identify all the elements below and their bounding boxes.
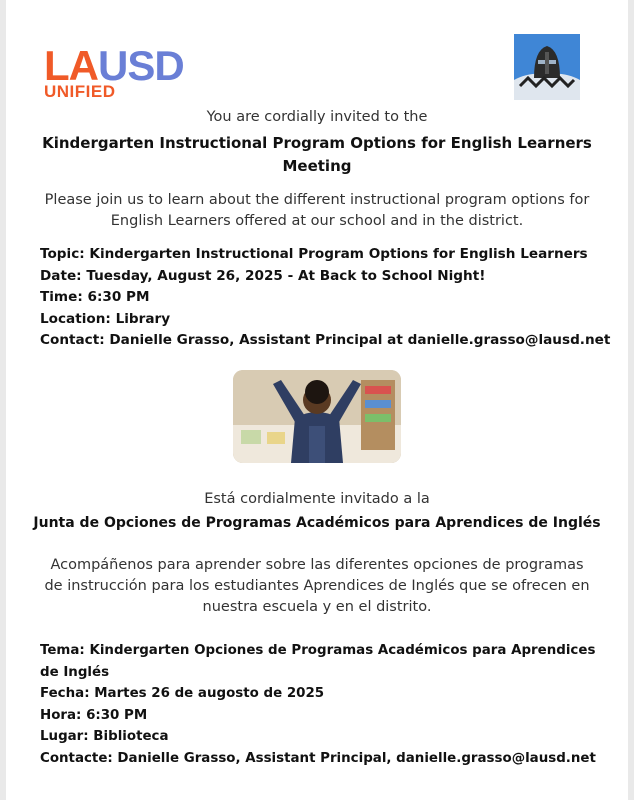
description-line-2: English Learners offered at our school and in the district.: [110, 213, 524, 229]
child-photo: [233, 370, 401, 463]
tema-line-1: Tema: Kindergarten Opciones de Programas Académicos para Aprendices: [40, 643, 596, 658]
event-details-english: [40, 244, 610, 352]
flyer-page: [6, 0, 628, 800]
spanish-invite-line: Está cordialmente invitado a la: [204, 491, 430, 507]
hora-line: Hora: 6:30 PM: [40, 707, 148, 723]
location-line: Location: Library: [40, 310, 171, 327]
contacte-line: Contacte: Danielle Grasso, Assistant Principal, danielle.grasso@lausd.net: [40, 750, 596, 766]
fecha-line: Fecha: Martes 26 de augosto de 2025: [40, 686, 325, 701]
invite-line: You are cordially invited to the: [206, 109, 428, 125]
event-title-line-2: Meeting: [282, 157, 352, 175]
logo-la: LA: [44, 42, 98, 89]
topic-line: Topic: Kindergarten Instructional Program Options for English Learners: [40, 246, 588, 262]
description-line-1: Please join us to learn about the different instructional program options for: [44, 192, 590, 208]
spanish-title: Junta de Opciones de Programas Académicos para Aprendices de Inglés: [33, 515, 601, 531]
event-details-spanish: [40, 640, 610, 769]
lausd-logo: [44, 42, 184, 102]
contact-line: Contact: Danielle Grasso, Assistant Principal at danielle.grasso@lausd.net: [40, 332, 611, 348]
spanish-description-line-3: nuestra escuela y en el distrito.: [202, 599, 432, 615]
date-line: Date: Tuesday, August 26, 2025 - At Back to School Night!: [40, 267, 486, 284]
spanish-description-line-2: de instrucción para los estudiantes Aprendices de Inglés que se ofrecen en: [44, 578, 590, 594]
tema-line-2: de Inglés: [40, 664, 110, 680]
spanish-description-line-1: Acompáñenos para aprender sobre las diferentes opciones de programas: [50, 557, 584, 573]
logo-usd: USD: [98, 42, 184, 89]
lugar-line: Lugar: Biblioteca: [40, 729, 169, 744]
time-line: Time: 6:30 PM: [40, 289, 150, 305]
logo-unified: UNIFIED: [44, 82, 116, 101]
event-title-line-1: Kindergarten Instructional Program Options for English Learners: [42, 134, 592, 152]
knight-mascot-icon: [514, 34, 580, 100]
